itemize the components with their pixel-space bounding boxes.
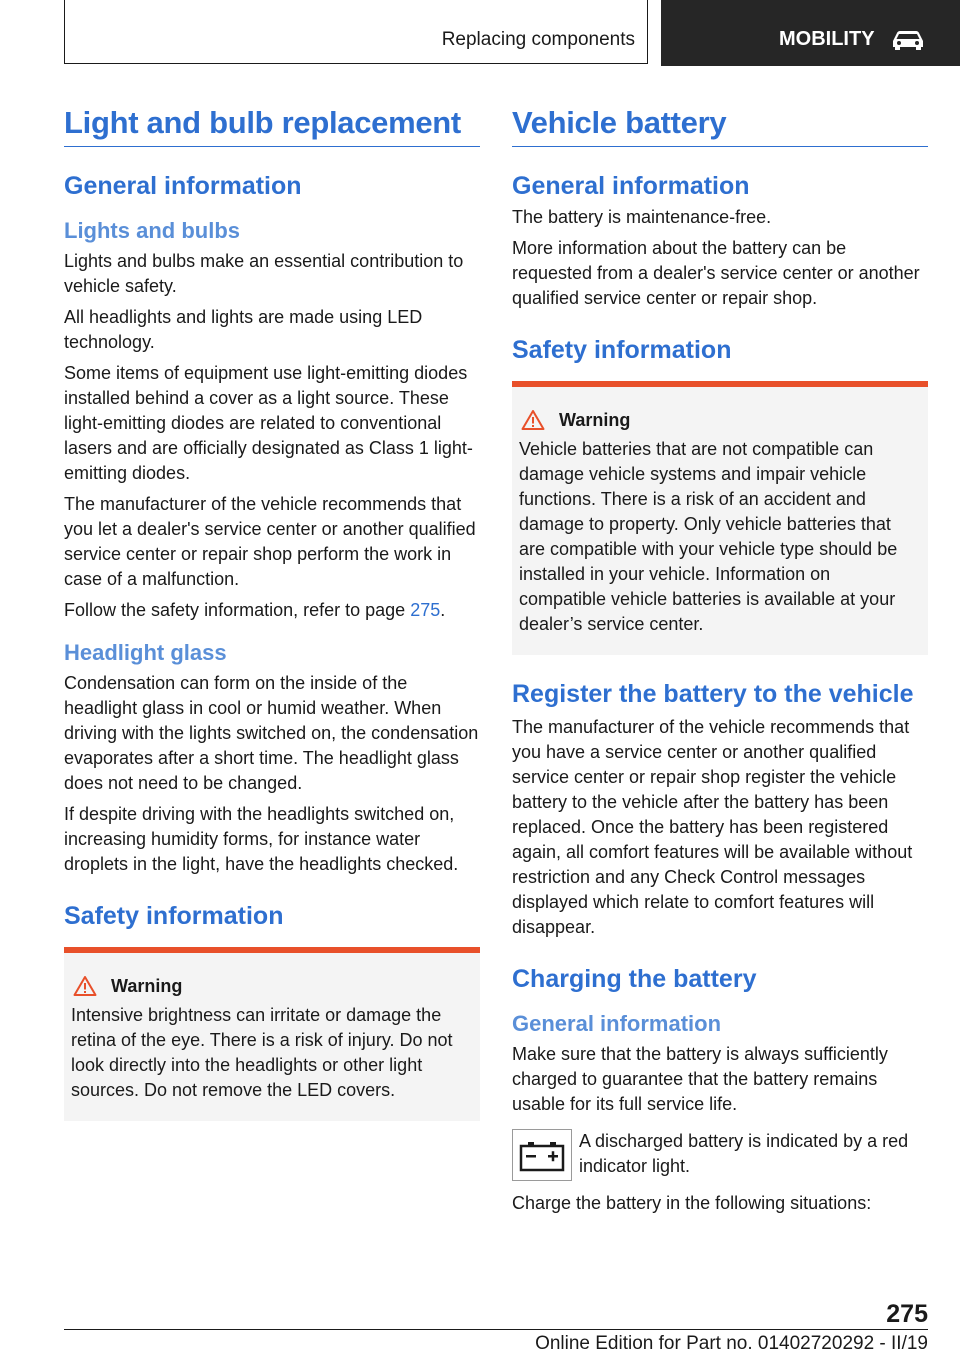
warning-title: Warning [559, 409, 631, 430]
warning-triangle-icon [521, 409, 545, 431]
section-title: Vehicle battery [512, 100, 928, 147]
safety-information-heading: Safety information [64, 902, 284, 930]
warning-box [512, 381, 928, 655]
header-chapter-tab [661, 0, 960, 66]
safety-information-heading: Safety information [512, 336, 732, 364]
warning-header [519, 409, 920, 431]
body-paragraph: The manufacturer of the vehicle recommends that you have a service center or another qualified service center or repair shop register the vehicle battery to the vehicle after the battery has been replaced. Once the battery has been registered again, all comfort features will be available without restriction and any Check Control messages displayed which relate to comfort features will disappear. [512, 717, 913, 937]
body-paragraph: More information about the battery can be requested from a dealer's service center or another qualified service center or repair shop. [512, 238, 920, 308]
right-column [512, 100, 928, 1222]
page-number: 275 [886, 1300, 928, 1328]
warning-triangle-icon [73, 975, 97, 997]
warning-box [64, 947, 480, 1121]
warning-title: Warning [111, 975, 183, 996]
body-paragraph: Charge the battery in the following situations: [512, 1193, 872, 1213]
page-reference-link[interactable]: 275 [410, 600, 441, 620]
indicator-frame [512, 1129, 572, 1181]
body-paragraph: Make sure that the battery is always sufficiently charged to guarantee that the battery remains usable for its full service life. [512, 1044, 888, 1114]
body-paragraph [64, 598, 480, 623]
reference-end: . [440, 600, 446, 620]
body-paragraph: The battery is maintenance-free. [512, 207, 772, 227]
reference-text: Follow the safety information, refer to page [64, 600, 411, 620]
footer-divider [64, 1329, 928, 1330]
warning-text: Intensive brightness can irritate or damage the retina of the eye. There is a risk of injury. Do not look directly into the headlights or other light sources. Do not remove the LED covers. [71, 1005, 453, 1100]
battery-indicator-icon [518, 1137, 566, 1173]
general-information-heading: General information [512, 172, 750, 200]
body-paragraph: The manufacturer of the vehicle recommends that you let a dealer's service center or another qualified service center or repair shop perform the work in case of a malfunction. [64, 494, 476, 589]
page-header [0, 0, 960, 66]
body-paragraph: Lights and bulbs make an essential contribution to vehicle safety. [64, 251, 464, 296]
charging-battery-heading: Charging the battery [512, 965, 757, 993]
warning-header [71, 975, 472, 997]
charging-general-heading: General information [512, 1011, 722, 1036]
lights-and-bulbs-heading: Lights and bulbs [64, 218, 240, 243]
body-paragraph: Condensation can form on the inside of the headlight glass in cool or humid weather. When driving with the lights switched on, the condensation evaporates after a short time. The headlight glass does not need to be changed. [64, 673, 479, 793]
body-paragraph: If despite driving with the headlights switched on, increasing humidity forms, for instance water droplets in the light, have the headlights checked. [64, 804, 459, 874]
indicator-text: A discharged battery is indicated by a red indicator light. [579, 1131, 909, 1176]
headlight-glass-heading: Headlight glass [64, 640, 227, 665]
body-paragraph: Some items of equipment use light-emitting diodes installed behind a cover as a light source. These light-emitting diodes are related to conventional lasers and are officially designated as Class 1 light-emitting diodes. [64, 363, 473, 483]
left-column [64, 100, 480, 1121]
header-chapter-label: MOBILITY [779, 28, 875, 50]
body-paragraph: All headlights and lights are made using LED technology. [64, 307, 423, 352]
warning-text: Vehicle batteries that are not compatible can damage vehicle systems and impair vehicle functions. There is a risk of an accident and damage to property. Only vehicle batteries that are compatible with your vehicle type should be installed in your vehicle. Information on compatible vehicle batteries is available at your dealer’s service center. [519, 439, 898, 634]
indicator-row [512, 1129, 928, 1181]
header-section-label: Replacing components [441, 29, 635, 50]
general-information-heading: General information [64, 172, 302, 200]
header-section [64, 0, 648, 64]
register-battery-heading: Register the battery to the vehicle [512, 680, 914, 708]
section-title: Light and bulb replacement [64, 100, 480, 147]
edition-label: Online Edition for Part no. 01402720292 - II/19 [535, 1333, 928, 1354]
car-icon [891, 29, 925, 51]
